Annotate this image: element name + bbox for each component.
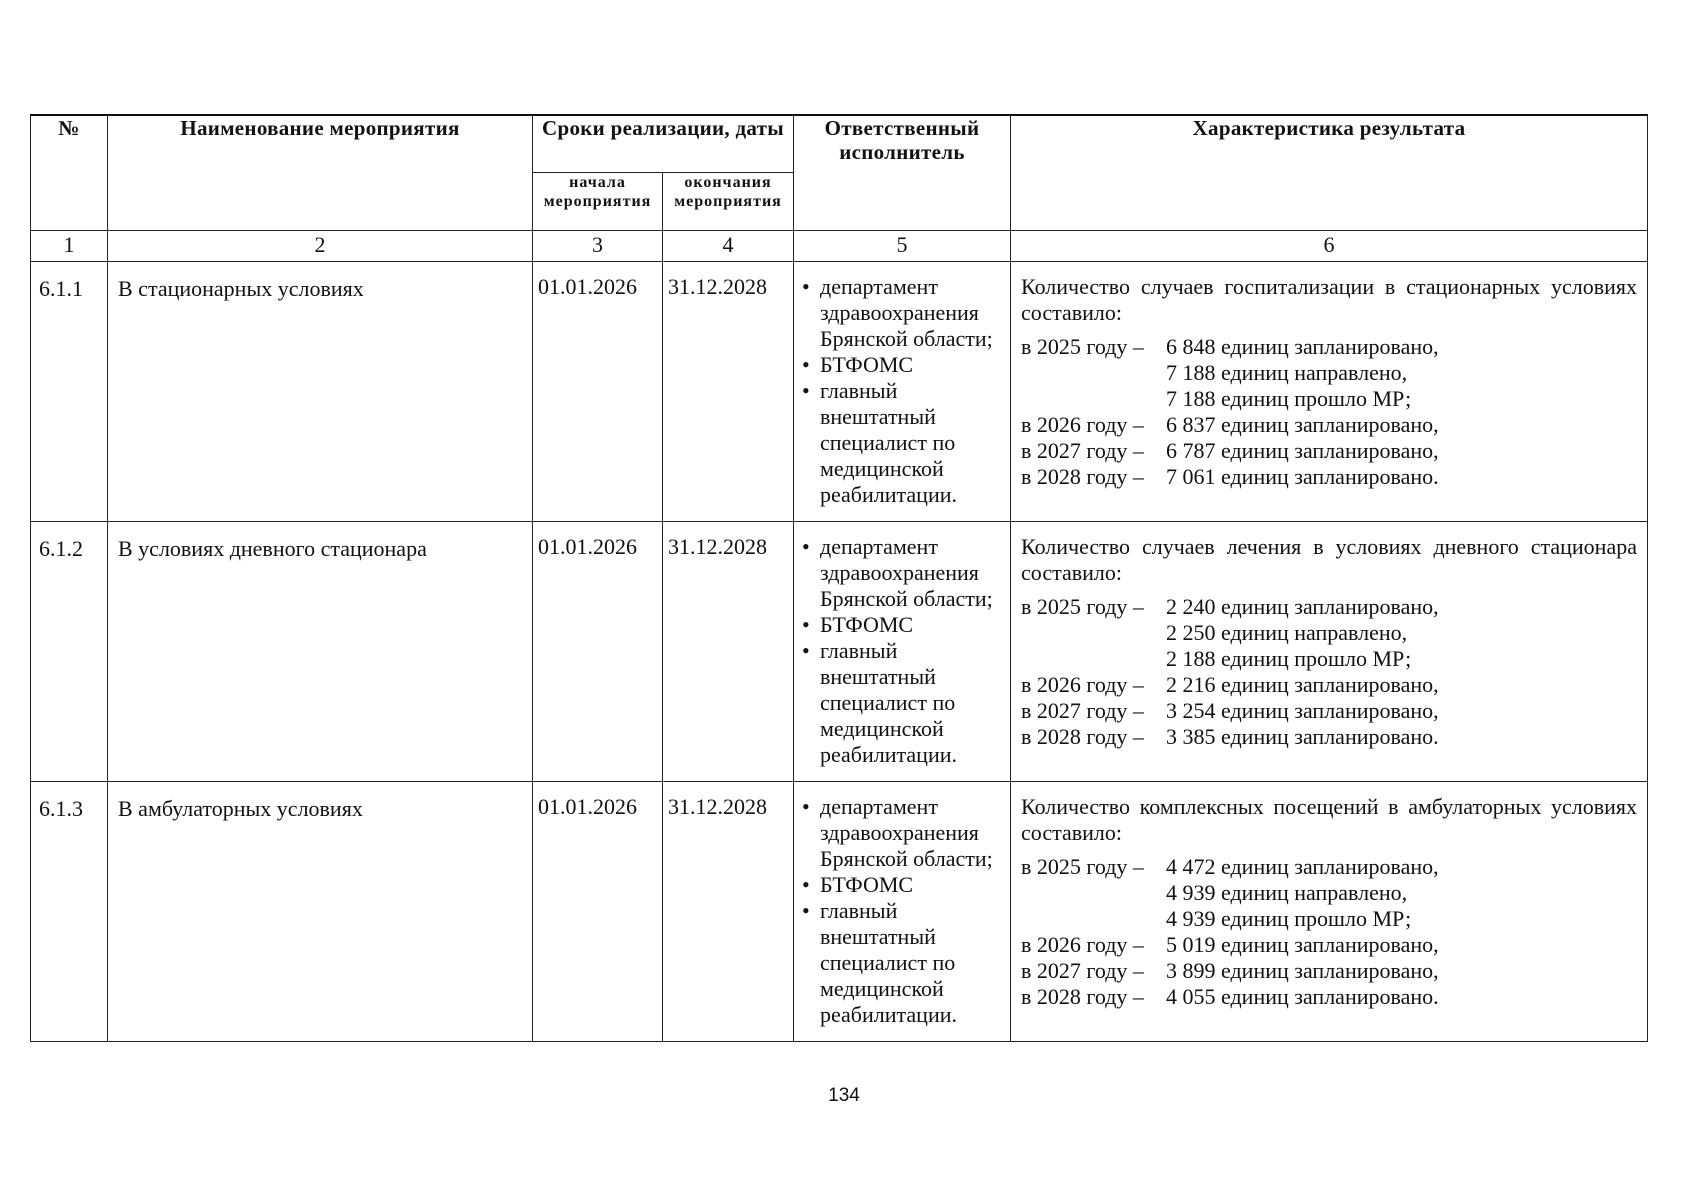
responsible-item: • департамент здравоохранения Брянской области; — [798, 274, 1006, 352]
column-number: 5 — [794, 231, 1011, 262]
activity-name: В стационарных условиях — [108, 262, 533, 522]
column-number: 6 — [1011, 231, 1648, 262]
column-number-row — [31, 231, 1648, 262]
result-line — [1021, 672, 1637, 698]
result-intro: Количество комплексных посещений в амбулаторных условиях составило: — [1021, 794, 1637, 845]
year-value: 4 939 единиц направлено, — [1166, 880, 1408, 905]
result-line — [1021, 854, 1637, 880]
year-value: 7 188 единиц направлено, — [1166, 360, 1408, 385]
row-number: 6.1.3 — [31, 782, 108, 1042]
result-line — [1021, 646, 1637, 672]
column-number: 4 — [663, 231, 794, 262]
responsible-item: • БТФОМС — [798, 872, 1006, 898]
result-line — [1021, 958, 1637, 984]
result-line — [1021, 438, 1637, 464]
year-value: 6 848 единиц запланировано, — [1166, 334, 1439, 359]
result-intro: Количество случаев госпитализации в стационарных условиях составило: — [1021, 274, 1637, 325]
year-value: 7 061 единиц запланировано. — [1166, 464, 1439, 489]
result-cell — [1011, 782, 1648, 1042]
year-value: 3 254 единиц запланировано, — [1166, 698, 1439, 723]
result-cell — [1011, 522, 1648, 782]
end-date: 31.12.2028 — [663, 522, 794, 782]
year-label — [1021, 360, 1166, 386]
header-num: № — [31, 115, 108, 231]
header-responsible: Ответственный исполнитель — [794, 115, 1011, 231]
year-value: 3 385 единиц запланировано. — [1166, 724, 1439, 749]
year-label: в 2028 году – — [1021, 724, 1144, 749]
table-row — [31, 782, 1648, 1042]
year-value: 6 837 единиц запланировано, — [1166, 412, 1439, 437]
activity-name: В условиях дневного стационара — [108, 522, 533, 782]
result-line — [1021, 386, 1637, 412]
table-row — [31, 522, 1648, 782]
year-value: 4 939 единиц прошло МР; — [1166, 906, 1412, 931]
year-value: 7 188 единиц прошло МР; — [1166, 386, 1412, 411]
year-label: в 2028 году – — [1021, 984, 1144, 1009]
start-date: 01.01.2026 — [533, 782, 663, 1042]
result-line — [1021, 724, 1637, 750]
result-line — [1021, 906, 1637, 932]
table-row — [31, 262, 1648, 522]
result-cell — [1011, 262, 1648, 522]
start-date: 01.01.2026 — [533, 262, 663, 522]
year-label: в 2026 году – — [1021, 672, 1144, 697]
year-value: 2 250 единиц направлено, — [1166, 620, 1408, 645]
year-label — [1021, 906, 1166, 932]
result-line — [1021, 334, 1637, 360]
year-value: 4 472 единиц запланировано, — [1166, 854, 1439, 879]
result-lines — [1021, 594, 1637, 750]
year-label — [1021, 620, 1166, 646]
row-number: 6.1.2 — [31, 522, 108, 782]
year-value: 3 899 единиц запланировано, — [1166, 958, 1439, 983]
header-name: Наименование мероприятия — [108, 115, 533, 231]
header-end: окончания мероприятия — [663, 173, 794, 231]
responsible-item: • главный внештатный специалист по медицинской реабилитации. — [798, 378, 1006, 508]
page-number: 134 — [828, 1085, 860, 1106]
year-value: 2 188 единиц прошло МР; — [1166, 646, 1412, 671]
year-label: в 2026 году – — [1021, 412, 1144, 437]
result-lines — [1021, 334, 1637, 490]
year-label: в 2025 году – — [1021, 854, 1144, 879]
year-label: в 2026 году – — [1021, 932, 1144, 957]
end-date: 31.12.2028 — [663, 782, 794, 1042]
year-label: в 2028 году – — [1021, 464, 1144, 489]
responsible-item: • главный внештатный специалист по медицинской реабилитации. — [798, 638, 1006, 768]
responsible-cell — [794, 262, 1011, 522]
row-number: 6.1.1 — [31, 262, 108, 522]
end-date: 31.12.2028 — [663, 262, 794, 522]
year-value: 5 019 единиц запланировано, — [1166, 932, 1439, 957]
result-line — [1021, 880, 1637, 906]
year-value: 4 055 единиц запланировано. — [1166, 984, 1439, 1009]
result-line — [1021, 620, 1637, 646]
responsible-item: • департамент здравоохранения Брянской области; — [798, 534, 1006, 612]
result-line — [1021, 360, 1637, 386]
responsible-cell — [794, 522, 1011, 782]
result-line — [1021, 594, 1637, 620]
year-label: в 2027 году – — [1021, 958, 1144, 983]
year-value: 6 787 единиц запланировано, — [1166, 438, 1439, 463]
result-line — [1021, 464, 1637, 490]
start-date: 01.01.2026 — [533, 522, 663, 782]
responsible-cell — [794, 782, 1011, 1042]
responsible-item: • департамент здравоохранения Брянской области; — [798, 794, 1006, 872]
year-label: в 2025 году – — [1021, 334, 1144, 359]
year-label: в 2025 году – — [1021, 594, 1144, 619]
year-label: в 2027 году – — [1021, 438, 1144, 463]
responsible-item: • БТФОМС — [798, 612, 1006, 638]
year-value: 2 240 единиц запланировано, — [1166, 594, 1439, 619]
responsible-item: • БТФОМС — [798, 352, 1006, 378]
year-label — [1021, 880, 1166, 906]
activity-name: В амбулаторных условиях — [108, 782, 533, 1042]
header-start: начала мероприятия — [533, 173, 663, 231]
year-label — [1021, 386, 1166, 412]
result-line — [1021, 412, 1637, 438]
column-number: 1 — [31, 231, 108, 262]
result-line — [1021, 984, 1637, 1010]
result-intro: Количество случаев лечения в условиях дневного стационара составило: — [1021, 534, 1637, 585]
year-label: в 2027 году – — [1021, 698, 1144, 723]
header-result: Характеристика результата — [1011, 115, 1648, 231]
column-number: 3 — [533, 231, 663, 262]
header-terms: Сроки реализации, даты — [533, 115, 794, 173]
activities-table — [30, 114, 1648, 1042]
column-number: 2 — [108, 231, 533, 262]
year-value: 2 216 единиц запланировано, — [1166, 672, 1439, 697]
result-line — [1021, 932, 1637, 958]
responsible-item: • главный внештатный специалист по медицинской реабилитации. — [798, 898, 1006, 1028]
result-lines — [1021, 854, 1637, 1010]
result-line — [1021, 698, 1637, 724]
year-label — [1021, 646, 1166, 672]
